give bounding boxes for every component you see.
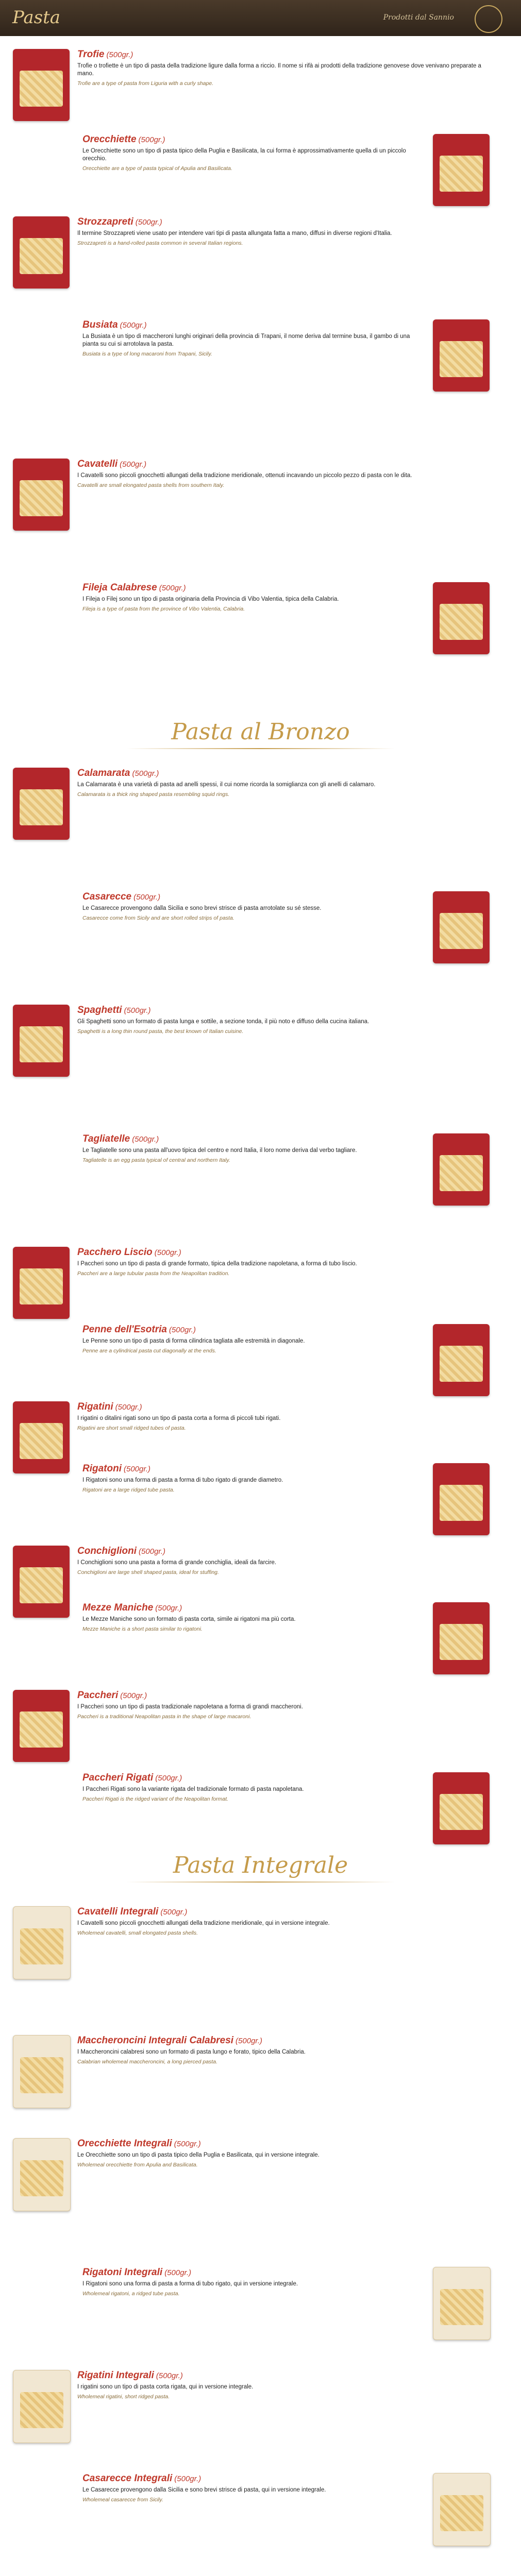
product-item: Spaghetti (500gr.) Gli Spaghetti sono un formato di pasta lunga e sottile, a sezione tonda, il più noto e diffuso della cucina italiana. Spaghetti is a long thin round pasta, the best known of Italian cuisine. [77,1005,369,1035]
product-item: Pacchero Liscio (500gr.) I Paccheri sono un tipo di pasta di grande formato, tipica della tradizione napoletana, a forma di tubo liscio. Paccheri are a large tubular pasta from the Neapolitan tradition. [77,1247,357,1277]
product-image [433,1133,490,1206]
section-title-integrale: Pasta Integrale [0,1852,521,1883]
product-image [13,2035,71,2108]
product-item: Rigatoni (500gr.) I Rigatoni sono una forma di pasta a forma di tubo rigato di grande diametro. Rigatoni are a large ridged tube pasta. [82,1463,283,1493]
product-image [13,1690,70,1762]
product-item: Strozzapreti (500gr.) Il termine Strozzapreti viene usato per intendere vari tipi di pasta allungata fatta a mano, diffusi in diverse regioni d'Italia. Strozzapreti is a hand-rolled pasta common in several Italian regions. [77,216,392,246]
product-image [13,2138,71,2211]
product-image [433,319,490,392]
product-image [13,1401,70,1473]
product-image [433,891,490,963]
product-image [433,134,490,206]
product-item: Mezze Maniche (500gr.) Le Mezze Maniche sono un formato di pasta corta, simile ai rigatoni ma più corta. Mezze Maniche is a short pasta similar to rigatoni. [82,1602,296,1632]
product-image [13,1546,70,1618]
product-item: Busiata (500gr.) La Busiata è un tipo di maccheroni lunghi originari della provincia di Trapani, il nome deriva dal termine busa, il gambo di una pianta su cui si arrotolava la pasta. Busiata is a type of long macaroni from Trapani, Sicily. [82,319,410,357]
product-item: Orecchiette (500gr.) Le Orecchiette sono un tipo di pasta tipico della Puglia e Basilicata, la cui forma è approssimativamente quella di un piccolo orecchio. Orecchiette are a type of pasta typical of Apulia and Basilicata. [82,134,406,172]
product-item: Conchiglioni (500gr.) I Conchiglioni sono una pasta a forma di grande conchiglia, ideali da farcire. Conchiglioni are large shell shaped pasta, ideal for stuffing. [77,1546,277,1575]
brand-logo [475,5,502,33]
page-subtitle: Prodotti dal Sannio [383,13,454,22]
page-title: Pasta [12,7,61,28]
product-image [433,2267,491,2340]
section-title-bronzo: Pasta al Bronzo [0,719,521,749]
product-item: Trofie (500gr.) Trofie o trofiette è un tipo di pasta della tradizione ligure dalla forma a riccio. Il nome si rifà ai prodotti della tradizione genovese dove venivano preparate a mano. Trofie are a type of pasta from Liguria with a curly shape. [77,49,481,87]
product-item: Rigatoni Integrali (500gr.) I Rigatoni sono una forma di pasta a forma di tubo rigato, qui in versione integrale. Wholemeal rigatoni, a ridged tube pasta. [82,2267,298,2297]
product-image [433,1602,490,1674]
product-image [13,216,70,289]
product-image [433,1463,490,1535]
product-item: Fileja Calabrese (500gr.) I Fileja o Filej sono un tipo di pasta originaria della Provincia di Vibo Valentia, tipica della Calabria. Fileja is a type of pasta from the province of Vibo Valentia, Calabria. [82,582,339,612]
product-image [13,1005,70,1077]
product-item: Penne dell'Esotria (500gr.) Le Penne sono un tipo di pasta di forma cilindrica tagliata alle estremità in diagonale. Penne are a cylindrical pasta cut diagonally at the ends. [82,1324,305,1354]
product-image [13,1247,70,1319]
product-item: Calamarata (500gr.) La Calamarata è una varietà di pasta ad anelli spessi, il cui nome ricorda la somiglianza con gli anelli di calamaro. Calamarata is a thick ring shaped pasta resembling squid rings. [77,768,376,798]
product-item: Tagliatelle (500gr.) Le Tagliatelle sono una pasta all'uovo tipica del centro e nord Italia, il loro nome deriva dal verbo tagliare. Tagliatelle is an egg pasta typical of central and northern Italy. [82,1133,357,1163]
product-image [13,49,70,121]
product-item: Casarecce (500gr.) Le Casarecce provengono dalla Sicilia e sono brevi strisce di pasta arrotolate su sé stesse. Casarecce come from Sicily and are short rolled strips of pasta. [82,891,322,921]
product-image [433,1772,490,1844]
product-item: Orecchiette Integrali (500gr.) Le Orecchiette sono un tipo di pasta tipico della Puglia e Basilicata, qui in versione integrale. Wholemeal orecchiette from Apulia and Basilicata. [77,2138,320,2168]
product-item: Casarecce Integrali (500gr.) Le Casarecce provengono dalla Sicilia e sono brevi strisce di pasta, qui in versione integrale. Wholemeal casarecce from Sicily. [82,2473,326,2503]
product-item: Rigatini (500gr.) I rigatini o ditalini rigati sono un tipo di pasta corta a forma di piccoli tubi rigati. Rigatini are short small ridged tubes of pasta. [77,1401,281,1431]
product-item: Maccheroncini Integrali Calabresi (500gr.) I Maccheroncini calabresi sono un formato di pasta lungo e forato, tipico della Calabria. Calabrian wholemeal maccheroncini, a long pierced pasta. [77,2035,306,2065]
product-image [433,2473,491,2546]
product-item: Paccheri (500gr.) I Paccheri sono un tipo di pasta tradizionale napoletana a forma di grandi maccheroni. Paccheri is a traditional Neapolitan pasta in the shape of large macaroni. [77,1690,303,1720]
page-header [0,0,521,36]
product-item: Rigatini Integrali (500gr.) I rigatini sono un tipo di pasta corta rigata, qui in versione integrale. Wholemeal rigatini, short ridged pasta. [77,2370,254,2400]
product-image [13,768,70,840]
product-image [433,1324,490,1396]
product-image [13,2370,71,2443]
product-image [433,582,490,654]
product-image [13,459,70,531]
product-item: Paccheri Rigati (500gr.) I Paccheri Rigati sono la variante rigata del tradizionale formato di pasta napoletana. Paccheri Rigati is the ridged variant of the Neapolitan format. [82,1772,304,1802]
product-image [13,1906,71,1979]
product-item: Cavatelli (500gr.) I Cavatelli sono piccoli gnocchetti allungati della tradizione meridionale, ottenuti incavando un piccolo pezzo di pasta con le dita. Cavatelli are small elongated pasta shells from southern Italy. [77,459,412,488]
product-item: Cavatelli Integrali (500gr.) I Cavatelli sono piccoli gnocchetti allungati della tradizione meridionale, qui in versione integrale. Wholemeal cavatelli, small elongated pasta shells. [77,1906,330,1936]
